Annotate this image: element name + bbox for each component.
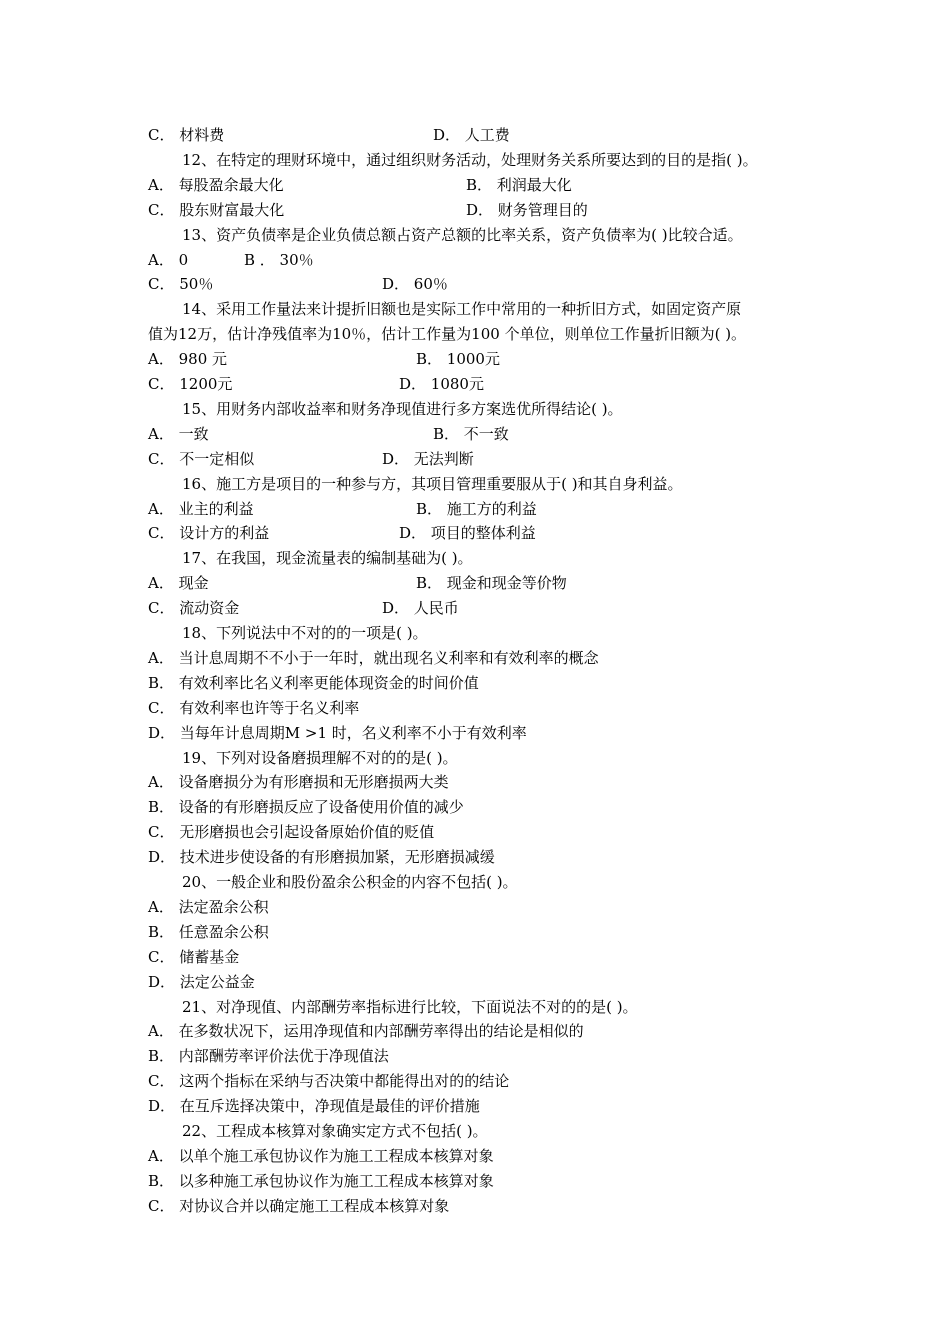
option-text: D． 项目的整体利益 — [399, 524, 536, 543]
option-line: D． 当每年计息周期M >1 时，名义利率不小于有效利率 — [148, 723, 527, 742]
option-text: C． 材料费 — [148, 126, 225, 144]
option-line: A． 设备磨损分为有形磨损和无形磨损两大类 — [148, 773, 449, 792]
option-text: A． 0 — [148, 250, 189, 269]
option-line: B． 设备的有形磨损反应了设备使用价值的减少 — [148, 798, 464, 817]
option-text: A． 每股盈余最大化 — [148, 175, 284, 194]
option-text: B． 利润最大化 — [466, 175, 572, 194]
option-line: D． 法定公益金 — [148, 972, 255, 991]
option-line: C． 有效利率也许等于名义利率 — [148, 698, 360, 717]
option-line: A． 在多数状况下，运用净现值和内部酬劳率得出的结论是相似的 — [148, 1022, 584, 1041]
option-text: A． 980 元 — [148, 350, 227, 369]
option-line: D． 技术进步使设备的有形磨损加紧，无形磨损减缓 — [148, 848, 495, 867]
question-line: 20、一般企业和股份盈余公积金的内容不包括( )。 — [182, 873, 518, 891]
option-text: D． 60％ — [382, 275, 448, 294]
question-continuation-line: 值为12万，估计净残值率为10％，估计工作量为100 个单位，则单位工作量折旧额为( )。 — [148, 325, 747, 344]
option-line: C． 对协议合并以确定施工工程成本核算对象 — [148, 1196, 450, 1215]
question-line: 14、采用工作量法来计提折旧额也是实际工作中常用的一种折旧方式，如固定资产原 — [182, 300, 742, 319]
option-text: C． 50％ — [148, 275, 214, 294]
option-line: C． 无形磨损也会引起设备原始价值的贬值 — [148, 823, 435, 842]
option-text: D． 无法判断 — [382, 449, 474, 468]
option-text: C． 设计方的利益 — [148, 524, 270, 543]
option-line: A． 法定盈余公积 — [148, 897, 269, 916]
question-line: 12、在特定的理财环境中，通过组织财务活动，处理财务关系所要达到的目的是指( )。 — [182, 150, 758, 169]
question-line: 15、用财务内部收益率和财务净现值进行多方案选优所得结论( )。 — [182, 399, 623, 418]
option-line: B． 有效利率比名义利率更能体现资金的时间价值 — [148, 673, 479, 692]
question-line: 19、下列对设备磨损理解不对的的是( )。 — [182, 748, 458, 767]
option-text: B． 施工方的利益 — [416, 499, 537, 518]
question-line: 13、资产负债率是企业负债总额占资产总额的比率关系，资产负债率为( )比较合适。 — [182, 225, 743, 244]
question-line: 18、下列说法中不对的的一项是( )。 — [182, 624, 428, 642]
option-text: D． 人工费 — [433, 126, 510, 144]
option-text: B． 现金和现金等价物 — [416, 574, 567, 593]
question-line: 22、工程成本核算对象确实定方式不包括( )。 — [182, 1122, 488, 1140]
option-text: B ． 30％ — [244, 250, 314, 269]
option-text: A． 一致 — [148, 424, 209, 443]
option-text: C． 流动资金 — [148, 599, 240, 618]
question-line: 16、施工方是项目的一种参与方，其项目管理重要服从于( )和其自身利益。 — [182, 474, 683, 493]
option-line: A． 当计息周期不不小于一年时，就出现名义利率和有效利率的概念 — [148, 648, 599, 667]
option-text: B． 1000元 — [416, 350, 500, 369]
question-line: 17、在我国，现金流量表的编制基础为( )。 — [182, 549, 473, 568]
option-line: C． 这两个指标在采纳与否决策中都能得出对的的结论 — [148, 1072, 510, 1091]
option-text: D． 1080元 — [399, 375, 484, 393]
option-text: C． 1200元 — [148, 375, 233, 393]
option-line: D． 在互斥选择决策中，净现值是最佳的评价措施 — [148, 1097, 480, 1116]
option-text: D． 财务管理目的 — [466, 200, 588, 219]
option-text: B． 不一致 — [433, 424, 509, 443]
option-line: B． 任意盈余公积 — [148, 922, 269, 941]
option-text: D． 人民币 — [382, 599, 459, 618]
option-text: A． 现金 — [148, 574, 209, 593]
option-line: B． 以多种施工承包协议作为施工工程成本核算对象 — [148, 1171, 494, 1190]
option-line: C． 储蓄基金 — [148, 947, 240, 966]
option-line: A． 以单个施工承包协议作为施工工程成本核算对象 — [148, 1146, 494, 1165]
question-line: 21、对净现值、内部酬劳率指标进行比较，下面说法不对的的是( )。 — [182, 997, 638, 1016]
option-text: C． 不一定相似 — [148, 449, 255, 468]
option-line: B． 内部酬劳率评价法优于净现值法 — [148, 1047, 389, 1066]
option-text: C． 股东财富最大化 — [148, 200, 285, 219]
option-text: A． 业主的利益 — [148, 499, 254, 518]
